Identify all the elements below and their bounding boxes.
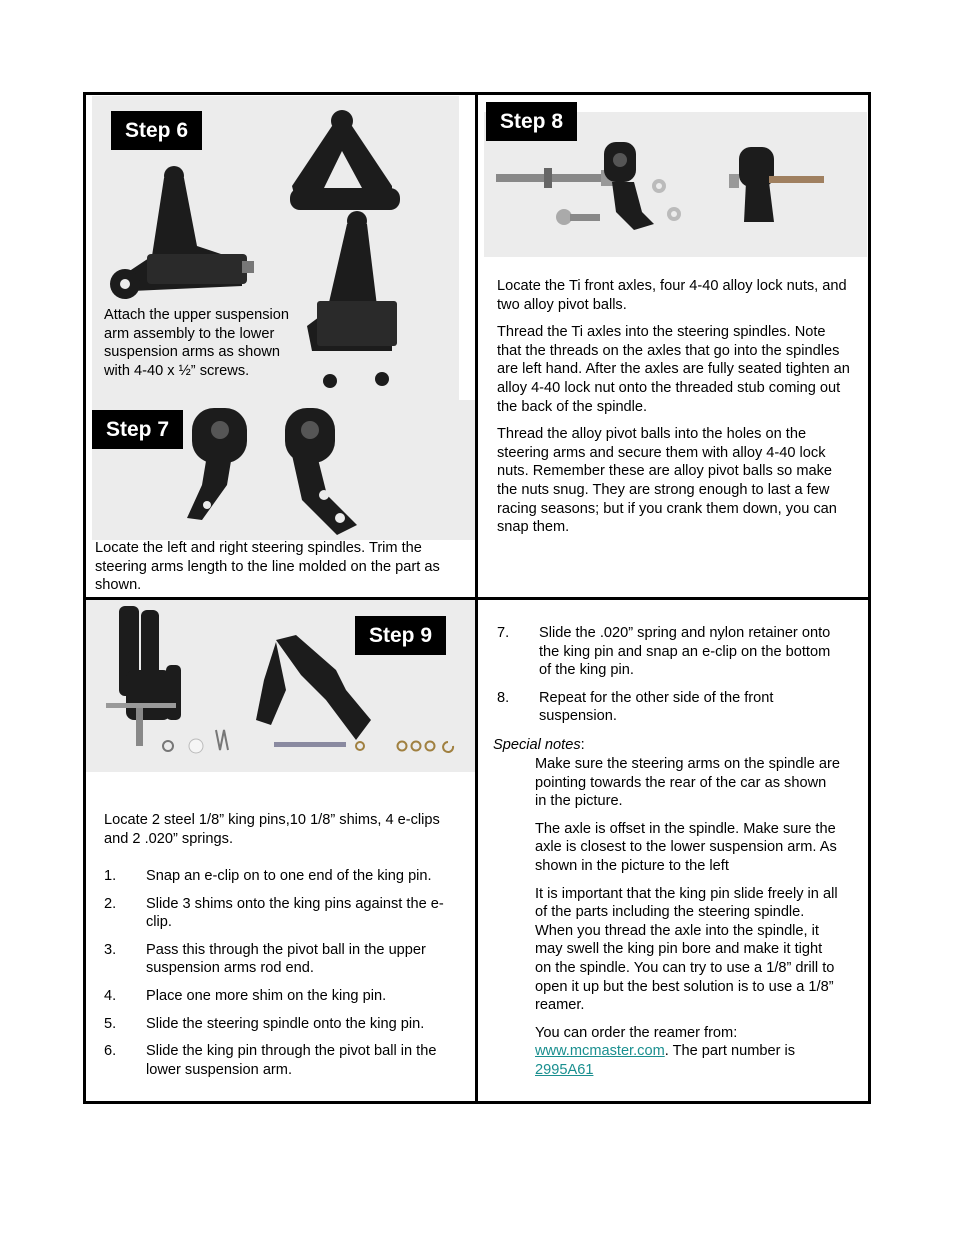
step9-list [104,867,464,1088]
step7-label: Step 7 [92,410,183,449]
step8-label: Step 8 [486,102,577,141]
step8-paragraph: Thread the Ti axles into the steering spindles. Note that the threads on the axles that go into the spindles are left hand. After the axles are fully seated tighten an alloy 4-40 lock nut onto the threaded stub coming out the back of the spindle. [497,324,850,415]
list-text: Pass this through the pivot ball in the upper suspension arms rod end. [146,941,426,977]
part-number-link[interactable]: 2995A61 [535,1061,594,1078]
list-number: 5. [104,1015,117,1032]
list-number: 3. [104,941,117,958]
step9-label: Step 9 [355,616,446,655]
list-item [104,895,464,932]
list-item [104,1015,464,1034]
order-prefix: You can order the reamer from: [535,1024,738,1041]
list-number: 7. [497,625,510,641]
special-notes-label: Special notes [493,737,581,753]
list-item [104,867,464,886]
list-number: 8. [497,689,510,706]
list-text: Repeat for the other side of the front suspension. [539,689,774,725]
note-paragraph: It is important that the king pin slide freely in all of the parts including the steering spindle. When you thread the axle into the spindle, it may swell the king pin bore and make it tight on the spindle. You can try to use a 1/8” drill to open it up but the best solution is to use a 1/8” reamer. [535,885,838,1014]
step8-paragraph: Thread the alloy pivot balls into the holes on the steering arms and secure them with alloy 4-40 lock nuts. Remember these are alloy pivot balls so make the nuts snug. They are strong enough to last a few racing seasons; but if you crank them down, you can snap them. [497,426,837,536]
list-item [104,941,464,978]
list-item [497,624,842,680]
list-text: Slide the .020” spring and nylon retainer onto the king pin and snap an e-clip on the bottom of the king pin. [539,625,831,679]
special-notes-colon: : [580,737,585,753]
list-text: Snap an e-clip on to one end of the king pin. [146,868,432,884]
right-list [497,624,842,735]
list-item [104,987,464,1006]
list-text: Slide the steering spindle onto the king pin. [146,1015,425,1032]
step8-instructions [497,277,852,546]
list-text: Place one more shim on the king pin. [146,987,387,1004]
list-item [104,1042,464,1079]
step7-instructions: Locate the left and right steering spindles. Trim the steering arms length to the line molded on the part as shown. [95,540,440,594]
list-number: 4. [104,987,117,1004]
step6-label: Step 6 [111,111,202,150]
list-number: 6. [104,1043,117,1060]
list-number: 2. [104,895,117,912]
step9-intro: Locate 2 steel 1/8” king pins,10 1/8” shims, 4 e-clips and 2 .020” springs. [104,812,440,847]
order-middle: . The part number is [664,1043,796,1060]
list-text: Slide the king pin through the pivot ball in the lower suspension arm. [146,1043,437,1078]
step8-paragraph: Locate the Ti front axles, four 4-40 alloy lock nuts, and two alloy pivot balls. [497,278,847,313]
list-number: 1. [104,868,117,884]
order-paragraph [535,1024,840,1080]
special-notes-body [535,755,840,1089]
step6-instructions: Attach the upper suspension arm assembly to the lower suspension arms as shown with 4-40 x ½” screws. [104,307,289,379]
list-item [497,689,842,726]
special-notes-heading [493,736,693,755]
mcmaster-link[interactable]: www.mcmaster.com [535,1043,665,1060]
note-paragraph: The axle is offset in the spindle. Make sure the axle is closest to the lower suspension arm. As shown in the picture to the left [535,820,837,874]
note-paragraph: Make sure the steering arms on the spindle are pointing towards the rear of the car as shown in the picture. [535,756,841,810]
list-text: Slide 3 shims onto the king pins against the e-clip. [146,895,444,931]
